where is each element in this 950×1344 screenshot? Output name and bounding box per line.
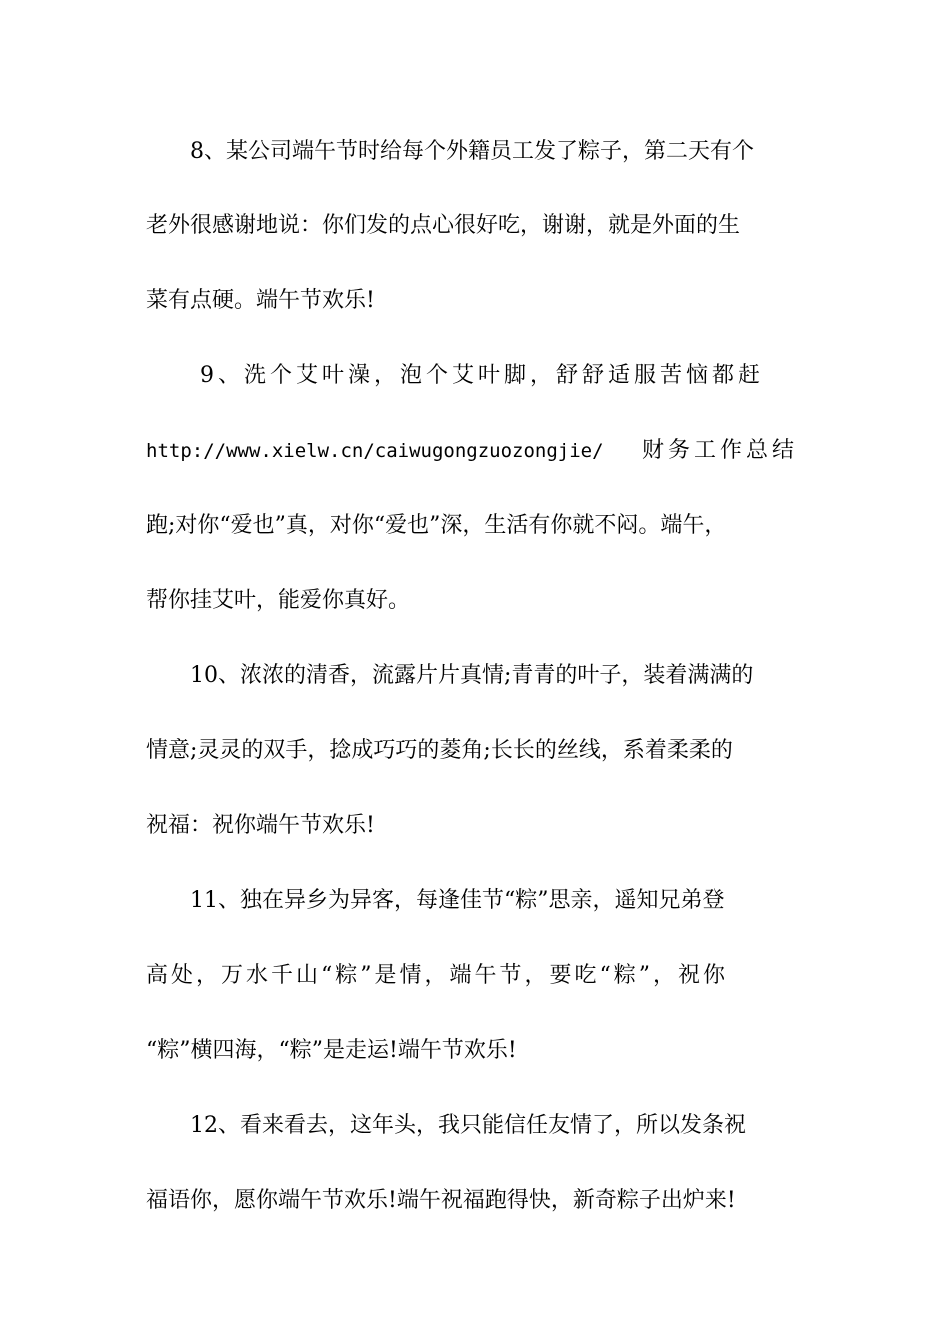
text-line-11-content: 11、独在异乡为异客，每逢佳节“粽”思亲，遥知兄弟登 [190, 888, 725, 913]
text-line-5 [0, 431, 950, 471]
text-line-2-content: 老外很感谢地说：你们发的点心很好吃，谢谢，就是外面的生 [146, 213, 741, 238]
text-line-11 [0, 881, 950, 921]
text-line-1-content: 8、某公司端午节时给每个外籍员工发了粽子，第二天有个 [190, 139, 754, 164]
text-line-7-content: 帮你挂艾叶，能爱你真好。 [146, 588, 411, 613]
text-line-1 [0, 132, 950, 172]
text-line-4 [0, 356, 950, 396]
text-line-8 [0, 656, 950, 696]
text-line-12 [0, 956, 950, 996]
text-line-8-content: 10、浓浓的清香，流露片片真情;青青的叶子，装着满满的 [190, 663, 754, 688]
text-line-10 [0, 806, 950, 846]
text-line-2 [0, 206, 950, 246]
text-line-4-content: 9、洗个艾叶澡，泡个艾叶脚，舒舒适服苦恼都赶 [200, 363, 764, 388]
text-line-3 [0, 281, 950, 321]
text-line-10-content: 祝福：祝你端午节欢乐! [146, 813, 375, 838]
text-line-14 [0, 1106, 950, 1146]
link-caption: 财务工作总结 [642, 438, 799, 463]
text-line-7 [0, 581, 950, 621]
text-line-9-content: 情意;灵灵的双手，捻成巧巧的菱角;长长的丝线，系着柔柔的 [146, 738, 733, 763]
text-line-3-content: 菜有点硬。端午节欢乐! [146, 288, 375, 313]
text-line-15 [0, 1181, 950, 1221]
text-line-12-content: 高处，万水千山“粽”是情，端午节，要吃“粽”，祝你 [146, 963, 728, 988]
text-line-15-content: 福语你，愿你端午节欢乐!端午祝福跑得快，新奇粽子出炉来! [146, 1188, 736, 1213]
text-line-14-content: 12、看来看去，这年头，我只能信任友情了，所以发条祝 [190, 1113, 746, 1138]
url-link[interactable]: http://www.xielw.cn/caiwugongzuozongjie/ [146, 440, 604, 462]
text-line-13-content: “粽”横四海，“粽”是走运!端午节欢乐! [146, 1038, 517, 1063]
text-line-6-content: 跑;对你“爱也”真，对你“爱也”深，生活有你就不闷。端午， [146, 513, 727, 538]
text-line-13 [0, 1031, 950, 1071]
text-line-6 [0, 506, 950, 546]
text-line-9 [0, 731, 950, 771]
